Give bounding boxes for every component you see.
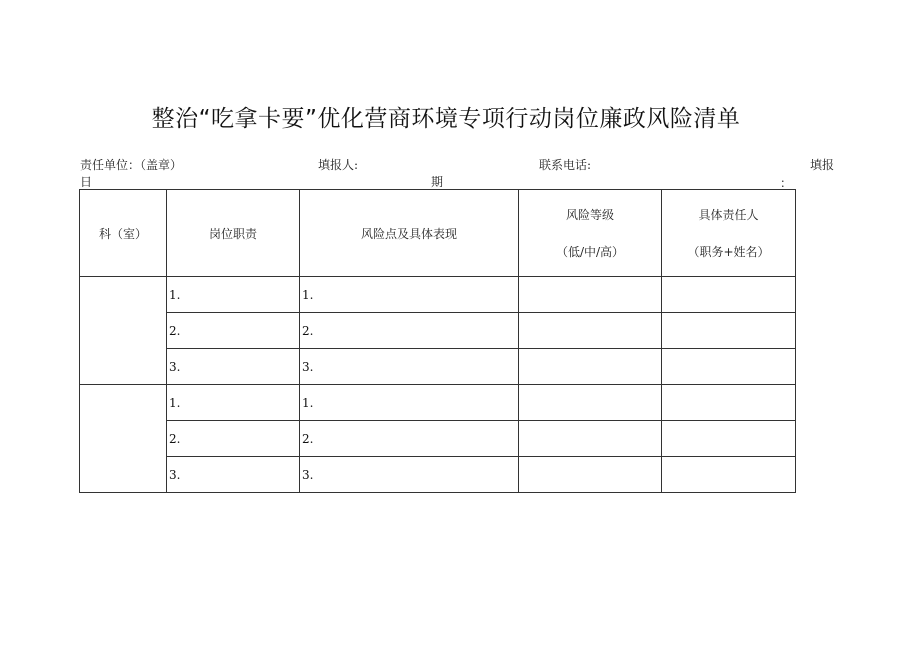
duty-cell[interactable]: 1. [167, 277, 300, 313]
table-row [80, 385, 796, 421]
risk-cell[interactable]: 3. [300, 349, 519, 385]
table-row [80, 457, 796, 493]
person-cell[interactable] [662, 385, 796, 421]
date-label-part1: 填报 [810, 158, 835, 172]
table-row [80, 349, 796, 385]
header-level [519, 190, 662, 277]
header-person-line2: （职务+姓名） [687, 245, 770, 259]
table-row [80, 277, 796, 313]
table-row [80, 421, 796, 457]
person-cell[interactable] [662, 349, 796, 385]
duty-cell[interactable]: 2. [167, 313, 300, 349]
date-label-colon: ： [780, 176, 793, 190]
level-cell[interactable] [519, 457, 662, 493]
duty-cell[interactable]: 3. [167, 349, 300, 385]
duty-cell[interactable]: 3. [167, 457, 300, 493]
header-level-line1: 风险等级 [565, 208, 614, 222]
header-dept: 科（室） [80, 190, 167, 277]
phone-label: 联系电话: [539, 158, 592, 172]
risk-cell[interactable]: 2. [300, 421, 519, 457]
dept-cell[interactable] [80, 277, 167, 385]
date-label-part2: 日 [80, 175, 93, 189]
risk-cell[interactable]: 1. [300, 385, 519, 421]
level-cell[interactable] [519, 349, 662, 385]
header-row [80, 190, 796, 277]
unit-label: 责任单位：（盖章） [80, 158, 183, 172]
person-cell[interactable] [662, 457, 796, 493]
duty-cell[interactable]: 2. [167, 421, 300, 457]
header-duty: 岗位职责 [167, 190, 300, 277]
level-cell[interactable] [519, 313, 662, 349]
duty-cell[interactable]: 1. [167, 385, 300, 421]
dept-cell[interactable] [80, 385, 167, 493]
risk-cell[interactable]: 1. [300, 277, 519, 313]
table-row [80, 313, 796, 349]
header-person-line1: 具体责任人 [698, 208, 759, 222]
risk-cell[interactable]: 2. [300, 313, 519, 349]
header-risk: 风险点及具体表现 [300, 190, 519, 277]
person-cell[interactable] [662, 277, 796, 313]
risk-cell[interactable]: 3. [300, 457, 519, 493]
level-cell[interactable] [519, 277, 662, 313]
header-person [662, 190, 796, 277]
level-cell[interactable] [519, 385, 662, 421]
page-title: 整治“吃拿卡要”优化营商环境专项行动岗位廉政风险清单 [151, 106, 741, 132]
person-cell[interactable] [662, 313, 796, 349]
reporter-label: 填报人: [318, 158, 359, 172]
person-cell[interactable] [662, 421, 796, 457]
level-cell[interactable] [519, 421, 662, 457]
risk-list-table [79, 189, 796, 493]
header-level-line2: （低/中/高） [555, 245, 625, 259]
date-label-part3: 期 [431, 175, 444, 189]
